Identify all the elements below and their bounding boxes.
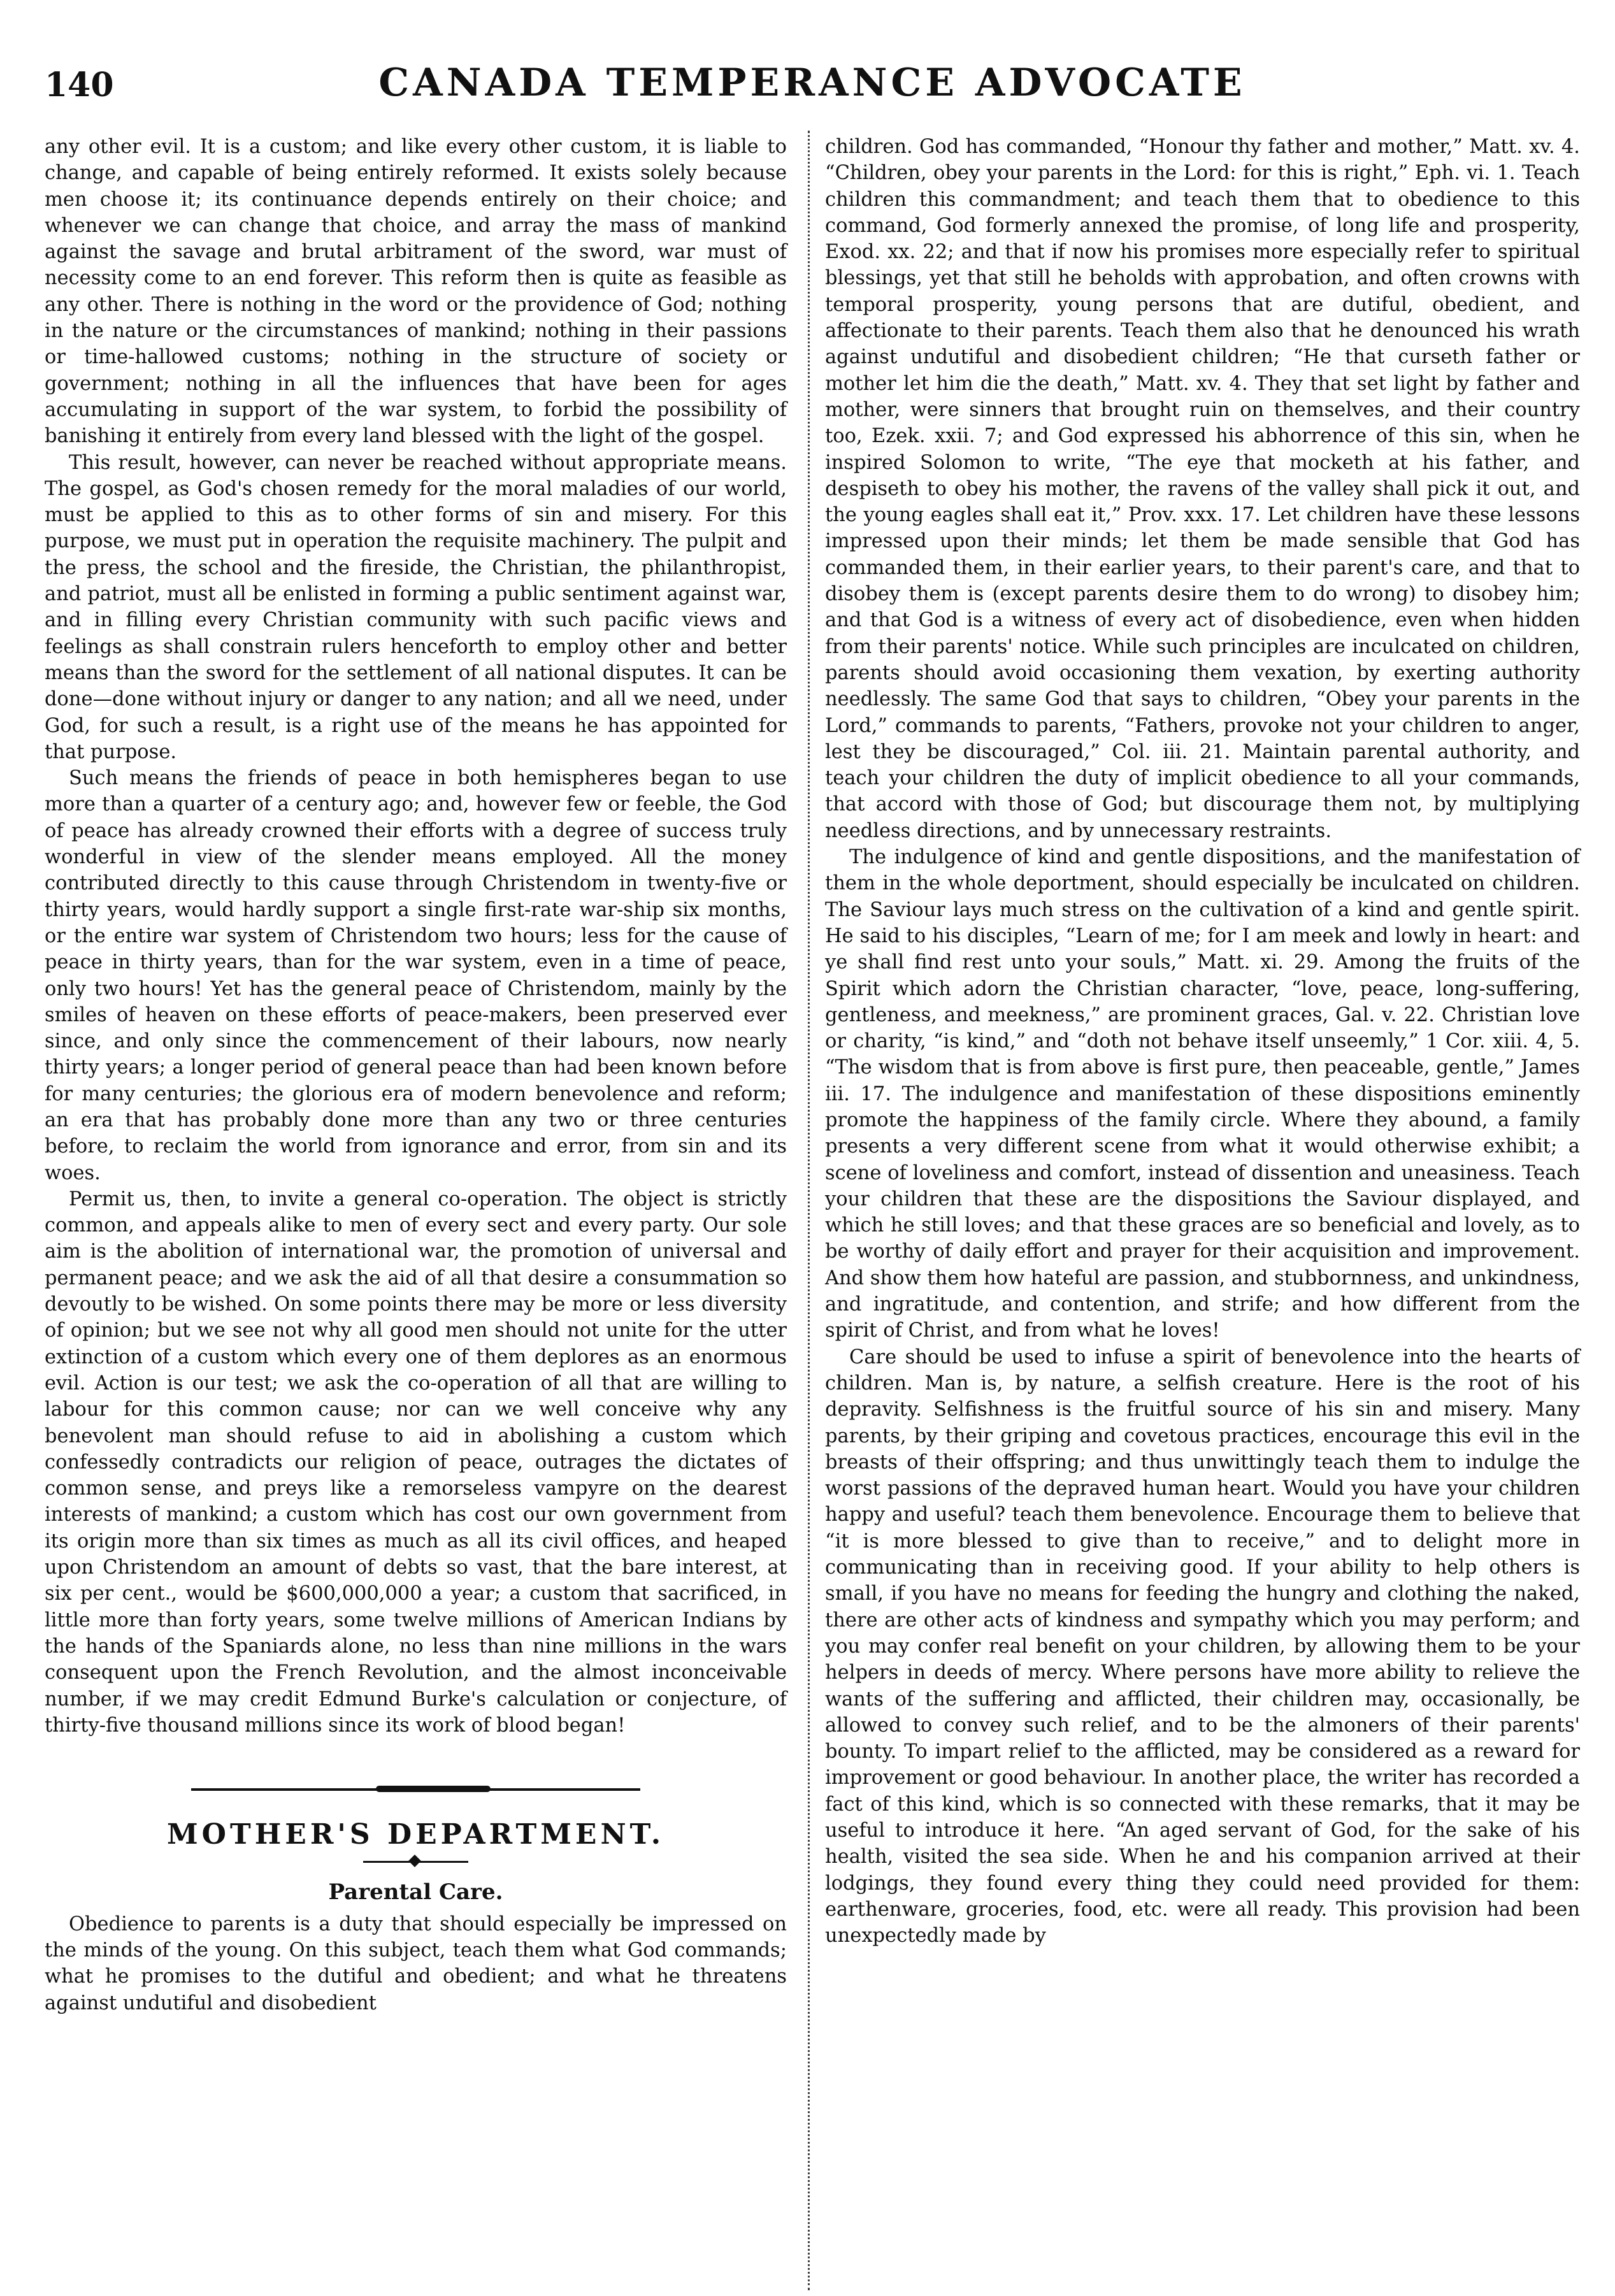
diamond-rule (45, 1854, 787, 1869)
column-divider (808, 131, 810, 2290)
section-heading: MOTHER'S DEPARTMENT. (166, 1818, 665, 1851)
page-number: 140 (45, 66, 114, 104)
left-column (45, 134, 787, 2016)
paragraph: The indulgence of kind and gentle dispositions, and the manifestation of them in the whole deportment, should especially be inculcated on children. The Saviour lays much stress on the cultivation of a kind and gentle spirit. He said to his disciples, “Learn of me; for I am meek and lowly in heart: and ye shall find rest unto your souls,” Matt. xi. 29. Among the fruits of the Spirit which adorn the Christian character, “love, peace, long-suffering, gentleness, and meekness,” are prominent graces, Gal. v. 22. Christian love or charity, “is kind,” and “doth not behave itself unseemly,” 1 Cor. xiii. 4, 5. “The wisdom that is from above is first pure, then peaceable, gentle,” James iii. 17. The indulgence and manifestation of these dispositions eminently promote the happiness of the family circle. Where they abound, a family presents a very different scene from what it would otherwise exhibit; a scene of loveliness and comfort, instead of dissention and uneasiness. Teach your children that these are the dispositions the Saviour displayed, and which he still loves; and that these graces are so beneficial and lovely, as to be worthy of daily effort and prayer for their acquisition and improvement. And show them how hateful are passion, and stubbornness, and unkindness, and ingratitude, and contention, and strife; and how different from the spirit of Christ, and from what he loves! (825, 846, 1580, 1342)
journal-title: CANADA TEMPERANCE ADVOCATE (378, 61, 1246, 105)
paragraph: any other evil. It is a custom; and like every other custom, it is liable to change, and capable of being entirely reformed. It exists solely because men choose it; its continuance depends entirely on their choice; and whenever we can change that choice, and array the mass of mankind against the savage and brutal arbitrament of the sword, war must of necessity come to an end forever. This reform then is quite as feasible as any other. There is nothing in the word or the providence of God; nothing in the nature or the circumstances of mankind; nothing in their passions or time-hallowed customs; nothing in the structure of society or government; nothing in all the influences that have been for ages accumulating in support of the war system, to forbid the possibility of banishing it entirely from every land blessed with the light of the gospel. (45, 136, 787, 448)
page-header (45, 61, 1580, 118)
paragraph: This result, however, can never be reached without appropriate means. The gospel, as God's chosen remedy for the moral maladies of our world, must be applied to this as to other forms of sin and misery. For this purpose, we must put in operation the requisite machinery. The pulpit and the press, the school and the fireside, the Christian, the philanthropist, and patriot, must all be enlisted in forming a public sentiment against war, and in filling every Christian community with such pacific views and feelings as shall constrain rulers henceforth to employ other and better means than the sword for the settlement of all national disputes. It can be done—done without injury or danger to any nation; and all we need, under God, for such a result, is a right use of the means he has appointed for that purpose. (45, 451, 787, 763)
paragraph: Care should be used to infuse a spirit of benevolence into the hearts of children. Man is, by nature, a selfish creature. Here is the root of his depravity. Selfishness is the fruitful source of his sin and misery. Many parents, by their griping and covetous practices, encourage this evil in the breasts of their offspring; and thus unwittingly teach them to indulge the worst passions of the depraved human heart. Would you have your children happy and useful? teach them benevolence. Encourage them to believe that “it is more blessed to give than to receive,” and to delight more in communicating than in receiving good. If your ability to help others is small, if you have no means for feeding the hungry and clothing the naked, there are other acts of kindness and sympathy which you may perform; and you may confer real benefit on your children, by allowing them to be your helpers in deeds of mercy. Where persons have more ability to relieve the wants of the suffering and afflicted, their children may, occasionally, be allowed to convey such relief, and to be the almoners of their parents' bounty. To impart relief to the afflicted, may be considered as a reward for improvement or good behaviour. In another place, the writer has recorded a fact of this kind, which is so connected with these remarks, that it may be useful to introduce it here. “An aged servant of God, for the sake of his health, visited the sea side. When he and his companion arrived at their lodgings, they found every thing they could need provided for them: earthenware, groceries, food, etc. were all ready. This provision had been unexpectedly made by (825, 1345, 1580, 1948)
ornamental-rule (45, 1783, 787, 1796)
paragraph: Permit us, then, to invite a general co-operation. The object is strictly common, and appeals alike to men of every sect and every party. Our sole aim is the abolition of international war, the promotion of universal and permanent peace; and we ask the aid of all that desire a consummation so devoutly to be wished. On some points there may be more or less diversity of opinion; but we see not why all good men should not unite for the utter extinction of a custom which every one of them deplores as an enormous evil. Action is our test; we ask the co-operation of all that are willing to labour for this common cause; nor can we well conceive why any benevolent man should refuse to aid in abolishing a custom which confessedly contradicts our religion of peace, outrages the dictates of common sense, and preys like a remorseless vampyre on the dearest interests of mankind; a custom which has cost our own government from its origin more than six times as much as all its civil offices, and heaped upon Christendom an amount of debts so vast, that the bare interest, at six per cent., would be $600,000,000 a year; a custom that sacrificed, in little more than forty years, some twelve millions of American Indians by the hands of the Spaniards alone, no less than nine millions in the wars consequent upon the French Revolution, and the almost inconceivable number, if we may credit Edmund Burke's calculation or conjecture, of thirty-five thousand millions since its work of blood began! (45, 1187, 787, 1737)
article-title: Parental Care. (328, 1879, 503, 1905)
paragraph: Such means the friends of peace in both hemispheres began to use more than a quarter of a century ago; and, however few or feeble, the God of peace has already crowned their efforts with a degree of success truly wonderful in view of the slender means employed. All the money contributed directly to this cause through Christendom in twenty-five or thirty years, would hardly support a single first-rate war-ship six months, or the entire war system of Christendom two hours; less for the cause of peace in thirty years, than for the war system, even in a time of peace, only two hours! Yet has the general peace of Christendom, mainly by the smiles of heaven on these efforts of peace-makers, been preserved ever since, and only since the commencement of their labours, now nearly thirty years; a longer period of general peace than had been known before for many centuries; the glorious era of modern benevolence and reform; an era that has probably done more than any two or three centuries before, to reclaim the world from ignorance and error, from sin and its woes. (45, 767, 787, 1184)
paragraph: Obedience to parents is a duty that should especially be impressed on the minds of the young. On this subject, teach them what God commands; what he promises to the dutiful and obedient; and what he threatens against undutiful and disobedient (45, 1912, 787, 2014)
right-column (825, 134, 1580, 1949)
paragraph: children. God has commanded, “Honour thy father and mother,” Matt. xv. 4. “Children, obey your parents in the Lord: for this is right,” Eph. vi. 1. Teach children this commandment; and teach them that to obedience to this command, God formerly annexed the promise, of long life and prosperity, Exod. xx. 22; and that if now his promises more especially refer to spiritual blessings, yet that still he beholds with approbation, and often crowns with temporal prosperity, young persons that are dutiful, obedient, and affectionate to their parents. Teach them also that he denounced his wrath against undutiful and disobedient children; “He that curseth father or mother let him die the death,” Matt. xv. 4. They that set light by father and mother, were sinners that brought ruin on themselves, and their country too, Ezek. xxii. 7; and God expressed his abhorrence of this sin, when he inspired Solomon to write, “The eye that mocketh at his father, and despiseth to obey his mother, the ravens of the valley shall pick it out, and the young eagles shall eat it,” Prov. xxx. 17. Let children have these lessons impressed upon their minds; let them be made sensible that God has commanded them, in their earlier years, to their parent's care, and that to disobey them is (except parents desire them to do wrong) to disobey him; and that God is a witness of every act of disobedience, even when hidden from their parents' notice. While such principles are inculcated on children, parents should avoid occasioning them vexation, by exerting authority needlessly. The same God that says to children, “Obey your parents in the Lord,” commands to parents, “Fathers, provoke not your children to anger, lest they be discouraged,” Col. iii. 21. Maintain parental authority, and teach your children the duty of implicit obedience to all your commands, that accord with those of God; but discourage them not, by multiplying needless directions, and by unnecessary restraints. (825, 136, 1580, 842)
